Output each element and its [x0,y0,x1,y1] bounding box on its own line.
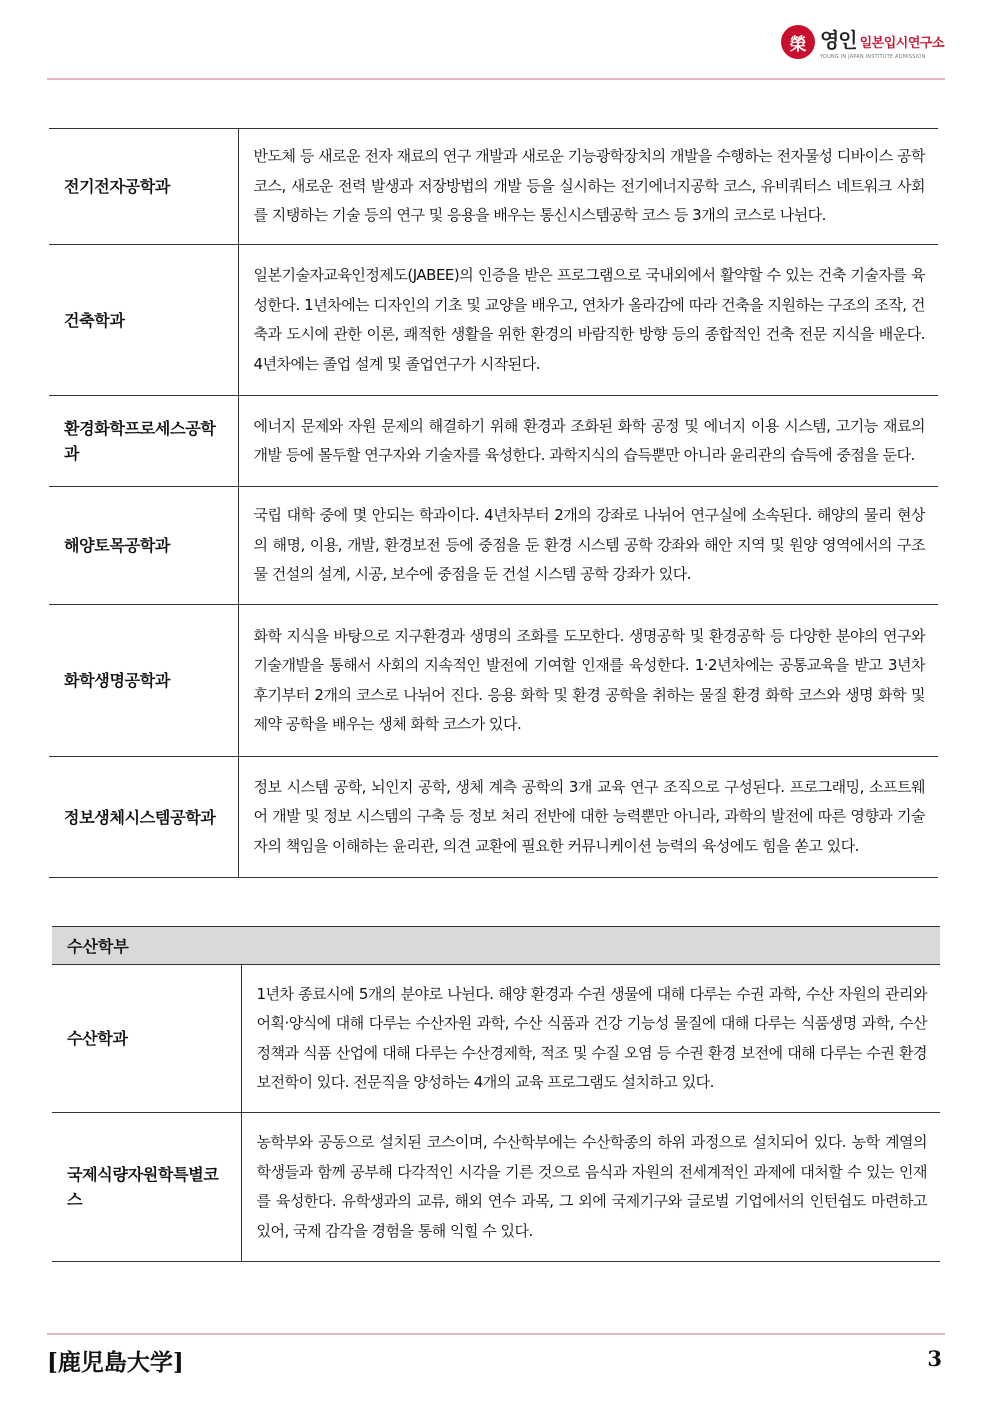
department-description: 정보 시스템 공학, 뇌인지 공학, 생체 계측 공학의 3개 교육 연구 조직으로 구성된다. 프로그래밍, 소프트웨어 개발 및 정보 시스템의 구축 등 정보 처리 전반에 대한 능력뿐만 아니라, 과학의 발전에 따른 영향과 기술자의 책임을 이해하는 윤리관, 의견 교환에 필요한 커뮤니케이션 능력의 육성에도 힘을 쏟고 있다. [238,757,938,878]
table-row [49,396,938,487]
department-description: 화학 지식을 바탕으로 지구환경과 생명의 조화를 도모한다. 생명공학 및 환경공학 등 다양한 분야의 연구와 기술개발을 통해서 사회의 지속적인 발전에 기여할 인재를 육성한다. 1·2년차에는 공통교육을 받고 3년차 후기부터 2개의 코스로 나뉘어 진다. 응용 화학 및 환경 공학을 취하는 물질 환경 화학 코스와 생명 화학 및 제약 공학을 배우는 생체 화학 코스가 있다. [238,605,938,757]
institute-logo [781,22,944,62]
logo-seal-icon: 榮 [781,25,815,59]
table-row [49,757,938,878]
section-header-row [52,927,940,965]
engineering-departments-table [49,128,938,878]
department-name: 전기전자공학과 [49,129,238,245]
department-name: 화학생명공학과 [49,605,238,757]
table-row [49,245,938,396]
table-row [49,605,938,757]
department-name: 해양토목공학과 [49,487,238,605]
header-divider [47,78,945,80]
table-row [52,1113,940,1262]
department-description: 1년차 종료시에 5개의 분야로 나뉜다. 해양 환경과 수권 생물에 대해 다루는 수권 과학, 수산 자원의 관리와 어획·양식에 대해 다루는 수산자원 과학, 수산 식품과 건강 기능성 물질에 대해 다루는 식품생명 과학, 수산 정책과 식품 산업에 대해 다루는 수산경제학, 적조 및 수질 오염 등 수권 환경 보전에 대해 다루는 수권 환경 보전학이 있다. 전문직을 양성하는 4개의 교육 프로그램도 설치하고 있다. [241,965,940,1113]
table-row [52,965,940,1113]
department-name: 수산학과 [52,965,241,1113]
page-number: 3 [927,1346,942,1371]
table-row [49,129,938,245]
department-description: 농학부와 공동으로 설치된 코스이며, 수산학부에는 수산학종의 하위 과정으로 설치되어 있다. 농학 계열의 학생들과 함께 공부해 다각적인 시각을 기른 것으로 음식과 자원의 전세계적인 과제에 대처할 수 있는 인재를 육성한다. 유학생과의 교류, 해외 연수 과목, 그 외에 국제기구와 글로벌 기업에서의 인턴쉽도 마련하고 있어, 국제 감각을 경험을 통해 익힐 수 있다. [241,1113,940,1262]
fisheries-departments-table [52,926,940,1262]
section-title: 수산학부 [52,927,940,965]
table-row [49,487,938,605]
logo-subtitle: 일본입시연구소 [859,36,944,51]
department-description: 에너지 문제와 자원 문제의 해결하기 위해 환경과 조화된 화학 공정 및 에너지 이용 시스템, 고기능 재료의 개발 등에 몰두할 연구자와 기술자를 육성한다. 과학지식의 습득뿐만 아니라 윤리관의 습득에 중점을 둔다. [238,396,938,487]
logo-english-text: YOUNG IN JAPAN INSTITUTE ADMISSION [819,54,926,60]
university-name: [鹿児島大学] [47,1349,184,1376]
department-name: 국제식량자원학특별코스 [52,1113,241,1262]
department-name: 환경화학프로세스공학과 [49,396,238,487]
page-header [0,0,992,80]
department-description: 반도체 등 새로운 전자 재료의 연구 개발과 새로운 기능광학장치의 개발을 수행하는 전자물성 디바이스 공학 코스, 새로운 전력 발생과 저장방법의 개발 등을 실시하는 전기에너지공학 코스, 유비쿼터스 네트워크 사회를 지탱하는 기술 등의 연구 및 응용을 배우는 통신시스템공학 코스 등 3개의 코스로 나뉜다. [238,129,938,245]
department-description: 국립 대학 중에 몇 안되는 학과이다. 4년차부터 2개의 강좌로 나뉘어 연구실에 소속된다. 해양의 물리 현상의 해명, 이용, 개발, 환경보전 등에 중점을 둔 환경 시스템 공학 강좌와 해안 지역 및 원양 영역에서의 구조물 건설의 설계, 시공, 보수에 중점을 둔 건설 시스템 공학 강좌가 있다. [238,487,938,605]
department-name: 정보생체시스템공학과 [49,757,238,878]
department-name: 건축학과 [49,245,238,396]
footer-divider [47,1333,945,1335]
department-description: 일본기술자교육인정제도(JABEE)의 인증을 받은 프로그램으로 국내외에서 활약할 수 있는 건축 기술자를 육성한다. 1년차에는 디자인의 기초 및 교양을 배우고, 연차가 올라감에 따라 건축을 지원하는 구조의 조작, 건축과 도시에 관한 이론, 쾌적한 생활을 위한 환경의 바람직한 방향 등의 종합적인 건축 전문 지식을 배운다. 4년차에는 졸업 설계 및 졸업연구가 시작된다. [238,245,938,396]
logo-brand: 영인 [819,28,857,52]
